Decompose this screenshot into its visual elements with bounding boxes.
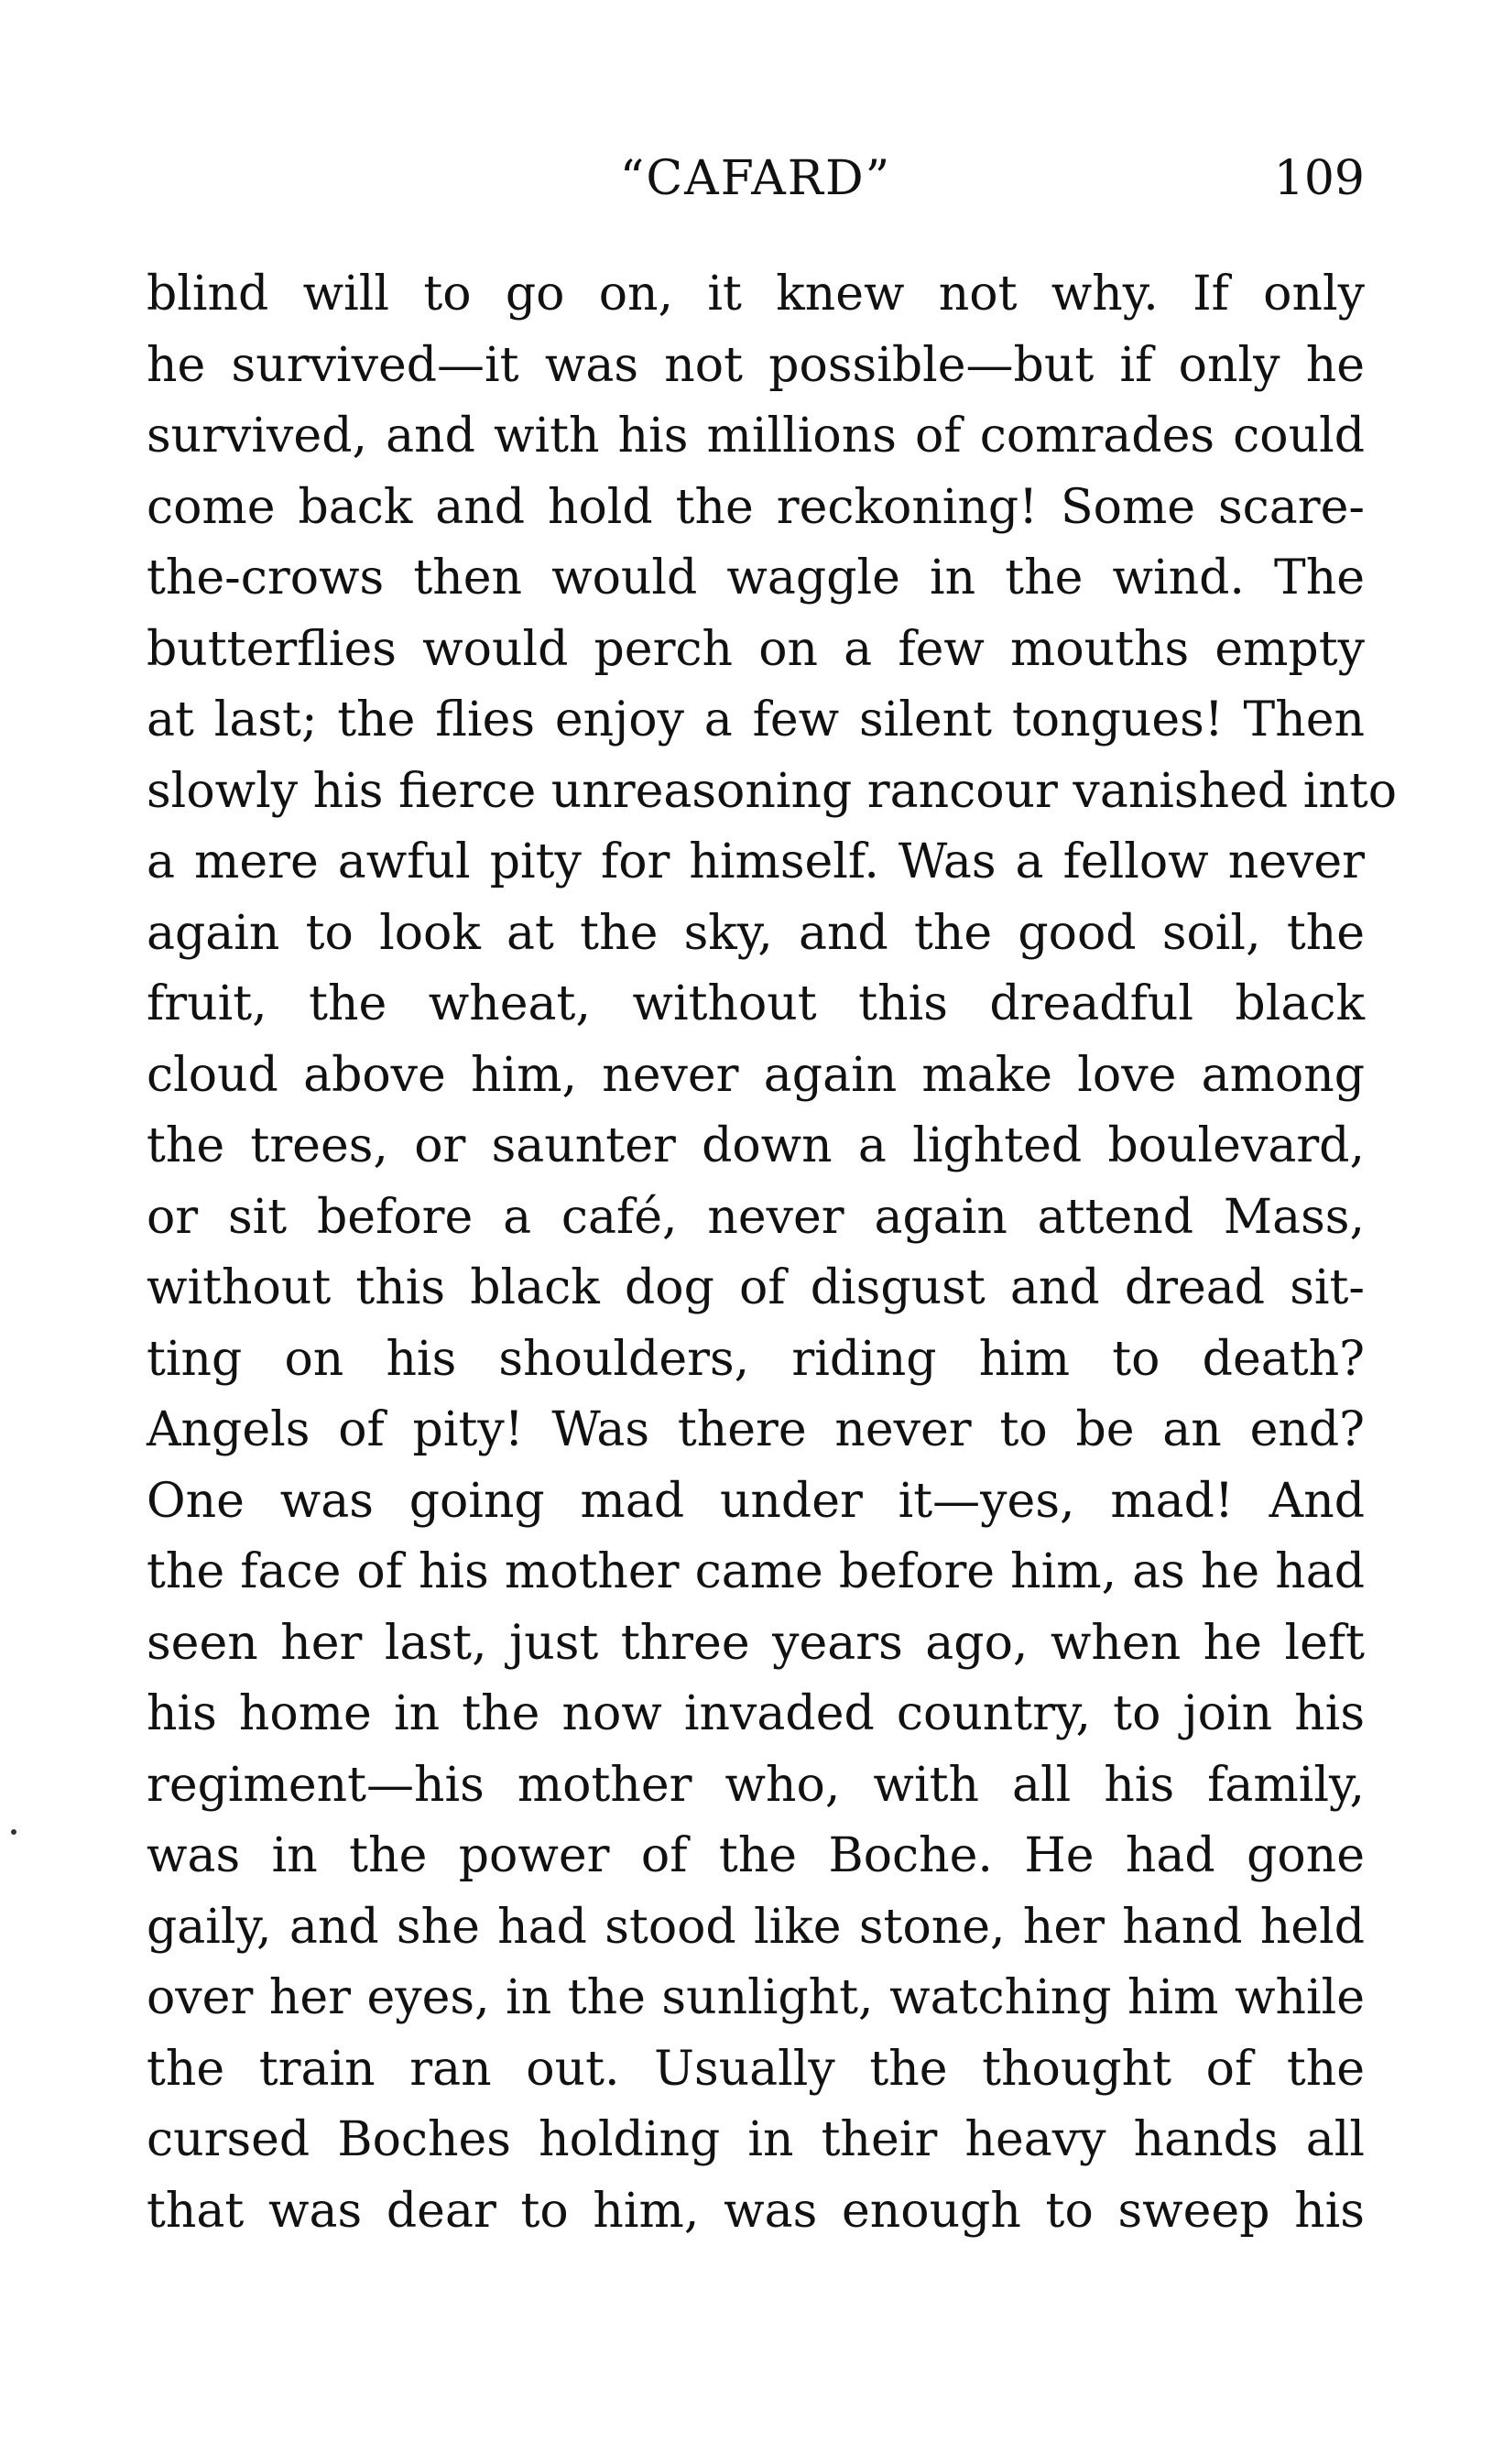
text-line: survived, and with his millions of comrades could (147, 409, 1365, 463)
ink-speck (11, 1829, 16, 1835)
text-line: was in the power of the Boche. He had gone (147, 1828, 1365, 1883)
text-line: come back and hold the reckoning! Some scare- (147, 479, 1365, 535)
running-head (147, 147, 1365, 211)
text-line: the-crows then would waggle in the wind. The (147, 551, 1365, 605)
text-line: a mere awful pity for himself. Was a fellow never (147, 834, 1365, 889)
body-text (147, 259, 1398, 2247)
text-line: cursed Boches holding in their heavy hands all (147, 2112, 1365, 2167)
text-line: regiment—his mother who, with all his family, (147, 1757, 1365, 1813)
text-line: over her eyes, in the sunlight, watching him while (147, 1970, 1365, 2025)
text-line: without this black dog of disgust and dread sit- (147, 1260, 1365, 1315)
text-line: blind will to go on, it knew not why. If only (147, 267, 1365, 322)
text-line: the trees, or saunter down a lighted boulevard, (147, 1118, 1365, 1173)
text-line: One was going mad under it—yes, mad! And (147, 1473, 1365, 1529)
text-line: at last; the flies enjoy a few silent tongues! Then (147, 692, 1365, 747)
text-line: gaily, and she had stood like stone, her hand held (147, 1899, 1365, 1955)
running-title: “CAFARD” (619, 151, 892, 206)
text-line: butterflies would perch on a few mouths empty (147, 621, 1365, 677)
text-line: fruit, the wheat, without this dreadful black (147, 976, 1365, 1031)
text-line: ting on his shoulders, riding him to death? (147, 1331, 1365, 1387)
text-line: again to look at the sky, and the good soil, the (147, 905, 1365, 961)
text-line: the train ran out. Usually the thought of the (147, 2041, 1365, 2097)
text-line: cloud above him, never again make love among (147, 1047, 1365, 1103)
text-line: that was dear to him, was enough to sweep his (147, 2183, 1365, 2239)
text-line: slowly his fierce unreasoning rancour vanished into (147, 763, 1398, 819)
text-line: Angels of pity! Was there never to be an end? (147, 1402, 1365, 1457)
text-line: or sit before a café, never again attend Mass, (147, 1189, 1365, 1245)
text-line: his home in the now invaded country, to join his (147, 1686, 1365, 1741)
text-line: the face of his mother came before him, as he had (147, 1544, 1365, 1599)
page-number: 109 (1273, 151, 1365, 206)
text-line: he survived—it was not possible—but if only he (147, 337, 1365, 393)
text-line: seen her last, just three years ago, when he left (147, 1615, 1365, 1671)
